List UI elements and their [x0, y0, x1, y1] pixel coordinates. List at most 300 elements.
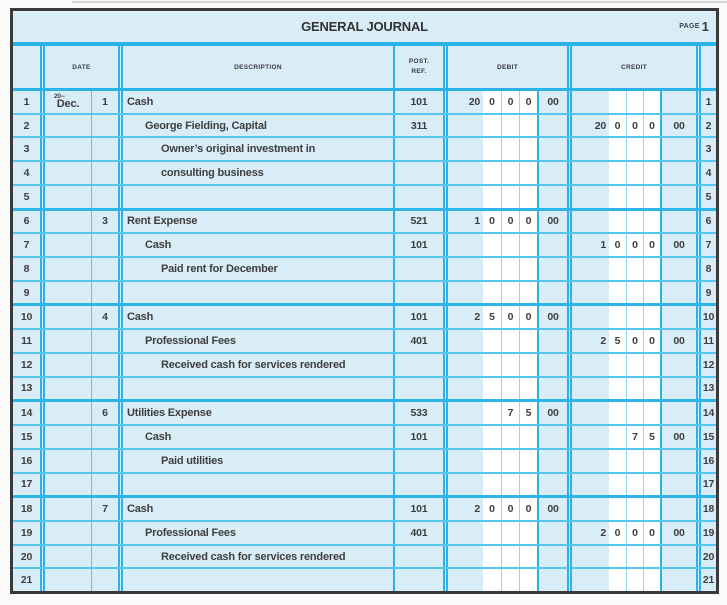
post-ref-cell [393, 569, 443, 591]
debit-cents-cell [537, 282, 567, 304]
credit-tens-cell [626, 474, 643, 496]
line-number-left: 4 [23, 167, 30, 180]
debit-thousands-cell [443, 546, 483, 568]
journal-row [13, 184, 716, 208]
credit-cents-cell: 00 [660, 522, 696, 544]
credit-ones-cell [643, 306, 660, 328]
credit-thousands-cell [567, 546, 609, 568]
date-month-cell [40, 330, 91, 352]
debit-hundreds-cell [483, 522, 501, 544]
credit-hundreds-cell: 5 [609, 330, 626, 352]
post-ref-cell [393, 474, 443, 496]
debit-cents-cell [537, 474, 567, 496]
credit-ones-cell [643, 354, 660, 376]
line-number-right: 15 [696, 426, 716, 448]
debit-tens-cell: 7 [501, 402, 519, 424]
credit-ones-cell [643, 569, 660, 591]
date-month-cell [40, 546, 91, 568]
debit-hundreds-cell [483, 450, 501, 472]
debit-hundreds-cell [483, 378, 501, 400]
debit-thousands-cell [443, 354, 483, 376]
credit-hundreds-cell [609, 138, 626, 160]
credit-tens-cell: 0 [626, 330, 643, 352]
credit-ones-cell [643, 258, 660, 280]
debit-thousands-cell [443, 162, 483, 184]
line-number-left: 19 [20, 526, 33, 539]
debit-cents-cell: 00 [537, 402, 567, 424]
credit-hundreds-cell [609, 546, 626, 568]
credit-cents-cell [660, 474, 696, 496]
debit-ones-cell [519, 354, 537, 376]
credit-thousands-cell [567, 186, 609, 208]
credit-cents-cell [660, 138, 696, 160]
credit-hundreds-cell [609, 306, 626, 328]
debit-ones-cell [519, 378, 537, 400]
column-header-row [13, 46, 716, 91]
debit-ones-cell: 0 [519, 91, 537, 113]
line-number-header-right [696, 46, 716, 88]
debit-cents-cell [537, 330, 567, 352]
date-month-cell [40, 91, 91, 113]
debit-thousands-cell [443, 378, 483, 400]
date-day-cell [91, 426, 118, 448]
debit-tens-cell [501, 354, 519, 376]
date-month-cell [40, 234, 91, 256]
debit-ones-cell [519, 138, 537, 160]
date-day-cell [91, 546, 118, 568]
debit-cents-cell [537, 354, 567, 376]
line-number-left: 14 [20, 407, 33, 420]
credit-thousands-cell [567, 474, 609, 496]
description-cell [118, 378, 393, 400]
journal-row [13, 113, 716, 137]
journal-row [13, 448, 716, 472]
credit-cents-cell: 00 [660, 115, 696, 137]
description-cell: Owner’s original investment in [118, 138, 393, 160]
debit-tens-cell [501, 450, 519, 472]
post-ref-cell [393, 450, 443, 472]
line-number-left: 18 [20, 503, 33, 516]
date-day-cell [91, 186, 118, 208]
credit-hundreds-cell [609, 378, 626, 400]
line-number-left: 15 [20, 430, 33, 443]
debit-tens-cell [501, 546, 519, 568]
credit-cents-cell [660, 378, 696, 400]
credit-thousands-cell [567, 211, 609, 233]
debit-thousands-cell: 1 [443, 211, 483, 233]
post-ref-header-line2: REF. [411, 68, 427, 75]
line-number-left: 1 [23, 95, 30, 108]
credit-thousands-cell: 1 [567, 234, 609, 256]
credit-hundreds-cell [609, 282, 626, 304]
line-number-right: 20 [696, 546, 716, 568]
date-day-cell [91, 115, 118, 137]
post-ref-cell: 101 [393, 91, 443, 113]
credit-ones-cell: 0 [643, 234, 660, 256]
credit-thousands-cell [567, 402, 609, 424]
line-number-left: 6 [23, 215, 30, 228]
debit-tens-cell: 0 [501, 498, 519, 520]
debit-tens-cell [501, 162, 519, 184]
credit-hundreds-cell [609, 498, 626, 520]
debit-hundreds-cell: 0 [483, 498, 501, 520]
credit-thousands-cell [567, 138, 609, 160]
date-day-cell: 3 [91, 211, 118, 233]
line-number-left: 21 [20, 574, 33, 587]
year-label: 20-- [54, 92, 65, 100]
debit-tens-cell [501, 569, 519, 591]
debit-ones-cell [519, 474, 537, 496]
debit-thousands-cell [443, 258, 483, 280]
debit-hundreds-cell [483, 402, 501, 424]
line-number-left: 9 [23, 286, 30, 299]
journal-row [13, 399, 716, 424]
debit-hundreds-cell [483, 426, 501, 448]
page-indicator [679, 11, 709, 42]
post-ref-cell [393, 186, 443, 208]
credit-ones-cell [643, 402, 660, 424]
debit-ones-cell [519, 115, 537, 137]
line-number-right: 1 [696, 91, 716, 113]
date-day-cell [91, 450, 118, 472]
credit-cents-cell [660, 186, 696, 208]
description-cell: Cash [118, 234, 393, 256]
debit-ones-cell [519, 162, 537, 184]
credit-thousands-cell [567, 162, 609, 184]
date-month-cell [40, 426, 91, 448]
line-number-right: 10 [696, 306, 716, 328]
credit-tens-cell: 0 [626, 115, 643, 137]
description-cell [118, 186, 393, 208]
date-day-cell [91, 522, 118, 544]
credit-hundreds-cell [609, 258, 626, 280]
credit-hundreds-cell [609, 91, 626, 113]
debit-hundreds-cell [483, 569, 501, 591]
line-number-right: 9 [696, 282, 716, 304]
credit-hundreds-cell [609, 186, 626, 208]
line-number-right: 6 [696, 211, 716, 233]
description-cell: George Fielding, Capital [118, 115, 393, 137]
debit-tens-cell [501, 258, 519, 280]
debit-ones-cell [519, 450, 537, 472]
debit-thousands-cell [443, 522, 483, 544]
line-number-left: 2 [23, 119, 30, 132]
debit-thousands-cell [443, 186, 483, 208]
credit-ones-cell [643, 450, 660, 472]
post-ref-cell: 521 [393, 211, 443, 233]
credit-hundreds-cell [609, 426, 626, 448]
line-number-header-left [13, 46, 40, 88]
date-day-cell [91, 378, 118, 400]
debit-ones-cell: 5 [519, 402, 537, 424]
date-day-cell: 1 [91, 91, 118, 113]
credit-tens-cell [626, 258, 643, 280]
description-cell: Cash [118, 306, 393, 328]
line-number-right: 3 [696, 138, 716, 160]
line-number-right: 5 [696, 186, 716, 208]
credit-hundreds-cell: 0 [609, 115, 626, 137]
debit-cents-cell [537, 186, 567, 208]
debit-tens-cell: 0 [501, 91, 519, 113]
description-column-header: DESCRIPTION [118, 46, 393, 88]
debit-thousands-cell [443, 569, 483, 591]
date-day-cell [91, 474, 118, 496]
debit-tens-cell [501, 234, 519, 256]
credit-tens-cell [626, 282, 643, 304]
page-number: 1 [701, 19, 709, 34]
line-number-left: 8 [23, 262, 30, 275]
credit-ones-cell: 0 [643, 115, 660, 137]
line-number-left: 3 [23, 143, 30, 156]
post-ref-column-header [393, 46, 443, 88]
credit-thousands-cell: 20 [567, 115, 609, 137]
debit-thousands-cell: 2 [443, 306, 483, 328]
credit-thousands-cell [567, 354, 609, 376]
credit-cents-cell [660, 402, 696, 424]
description-cell [118, 474, 393, 496]
debit-cents-cell [537, 115, 567, 137]
journal-row [13, 520, 716, 544]
credit-ones-cell [643, 138, 660, 160]
debit-hundreds-cell [483, 546, 501, 568]
debit-ones-cell [519, 569, 537, 591]
credit-thousands-cell [567, 426, 609, 448]
debit-hundreds-cell [483, 115, 501, 137]
journal-row [13, 232, 716, 256]
credit-cents-cell [660, 450, 696, 472]
credit-ones-cell [643, 282, 660, 304]
debit-thousands-cell [443, 426, 483, 448]
credit-ones-cell [643, 211, 660, 233]
debit-cents-cell [537, 162, 567, 184]
credit-tens-cell [626, 378, 643, 400]
date-month-cell [40, 354, 91, 376]
debit-hundreds-cell [483, 162, 501, 184]
line-number-right: 17 [696, 474, 716, 496]
debit-tens-cell [501, 138, 519, 160]
line-number-left: 13 [20, 382, 33, 395]
credit-cents-cell [660, 91, 696, 113]
post-ref-cell [393, 378, 443, 400]
description-cell: consulting business [118, 162, 393, 184]
credit-hundreds-cell [609, 211, 626, 233]
line-number-left: 5 [23, 190, 30, 203]
description-cell: Received cash for services rendered [118, 354, 393, 376]
credit-ones-cell [643, 162, 660, 184]
general-journal-form [10, 8, 719, 594]
post-ref-cell: 533 [393, 402, 443, 424]
description-cell: Received cash for services rendered [118, 546, 393, 568]
credit-cents-cell: 00 [660, 234, 696, 256]
credit-column-header: CREDIT [567, 46, 696, 88]
debit-ones-cell [519, 426, 537, 448]
credit-hundreds-cell: 0 [609, 522, 626, 544]
debit-tens-cell [501, 378, 519, 400]
journal-body [13, 91, 716, 591]
journal-row [13, 328, 716, 352]
credit-tens-cell: 0 [626, 522, 643, 544]
line-number-left: 17 [20, 478, 33, 491]
debit-ones-cell [519, 330, 537, 352]
date-day-cell: 7 [91, 498, 118, 520]
journal-row [13, 376, 716, 400]
date-month-cell [40, 498, 91, 520]
debit-thousands-cell [443, 282, 483, 304]
post-ref-cell: 311 [393, 115, 443, 137]
credit-tens-cell: 7 [626, 426, 643, 448]
description-cell: Utilities Expense [118, 402, 393, 424]
debit-hundreds-cell: 5 [483, 306, 501, 328]
credit-ones-cell [643, 186, 660, 208]
post-ref-cell [393, 162, 443, 184]
credit-cents-cell: 00 [660, 330, 696, 352]
line-number-left: 20 [20, 550, 33, 563]
credit-cents-cell [660, 282, 696, 304]
date-day-cell [91, 138, 118, 160]
debit-ones-cell: 0 [519, 306, 537, 328]
date-month-cell [40, 115, 91, 137]
post-ref-header-line1: POST. [408, 58, 430, 66]
debit-hundreds-cell [483, 234, 501, 256]
line-number-left: 7 [23, 239, 30, 252]
date-month-cell [40, 138, 91, 160]
journal-title: GENERAL JOURNAL [301, 19, 428, 34]
debit-thousands-cell: 2 [443, 498, 483, 520]
date-month-cell [40, 402, 91, 424]
description-cell [118, 569, 393, 591]
debit-cents-cell: 00 [537, 498, 567, 520]
credit-hundreds-cell [609, 402, 626, 424]
line-number-right: 11 [696, 330, 716, 352]
description-cell [118, 282, 393, 304]
credit-ones-cell [643, 498, 660, 520]
credit-hundreds-cell [609, 450, 626, 472]
credit-thousands-cell: 2 [567, 522, 609, 544]
date-day-cell [91, 569, 118, 591]
debit-thousands-cell [443, 234, 483, 256]
credit-ones-cell: 5 [643, 426, 660, 448]
description-cell: Cash [118, 91, 393, 113]
debit-tens-cell [501, 426, 519, 448]
debit-ones-cell [519, 186, 537, 208]
post-ref-cell: 401 [393, 330, 443, 352]
line-number-right: 13 [696, 378, 716, 400]
credit-cents-cell [660, 258, 696, 280]
description-cell: Rent Expense [118, 211, 393, 233]
description-cell: Cash [118, 426, 393, 448]
journal-row [13, 160, 716, 184]
line-number-right: 21 [696, 569, 716, 591]
date-month-cell [40, 450, 91, 472]
journal-row [13, 256, 716, 280]
line-number-right: 12 [696, 354, 716, 376]
debit-cents-cell [537, 522, 567, 544]
line-number-right: 8 [696, 258, 716, 280]
debit-thousands-cell [443, 450, 483, 472]
line-number-left: 12 [20, 358, 33, 371]
debit-thousands-cell: 20 [443, 91, 483, 113]
debit-ones-cell [519, 282, 537, 304]
debit-thousands-cell [443, 474, 483, 496]
date-month-cell [40, 306, 91, 328]
journal-row [13, 303, 716, 328]
credit-ones-cell: 0 [643, 330, 660, 352]
credit-hundreds-cell [609, 474, 626, 496]
debit-tens-cell [501, 330, 519, 352]
date-month-cell [40, 378, 91, 400]
month-label: Dec. [56, 98, 80, 111]
journal-row [13, 424, 716, 448]
credit-cents-cell [660, 354, 696, 376]
credit-thousands-cell [567, 258, 609, 280]
credit-tens-cell [626, 138, 643, 160]
date-month-cell [40, 258, 91, 280]
debit-column-header: DEBIT [443, 46, 567, 88]
debit-tens-cell [501, 522, 519, 544]
credit-tens-cell [626, 402, 643, 424]
debit-thousands-cell [443, 115, 483, 137]
date-day-cell: 4 [91, 306, 118, 328]
debit-cents-cell [537, 546, 567, 568]
credit-thousands-cell [567, 282, 609, 304]
debit-hundreds-cell [483, 474, 501, 496]
credit-hundreds-cell [609, 354, 626, 376]
credit-tens-cell [626, 162, 643, 184]
debit-cents-cell [537, 378, 567, 400]
debit-cents-cell: 00 [537, 91, 567, 113]
journal-row [13, 352, 716, 376]
journal-row [13, 472, 716, 496]
post-ref-cell [393, 258, 443, 280]
post-ref-cell: 401 [393, 522, 443, 544]
description-cell: Paid rent for December [118, 258, 393, 280]
credit-cents-cell [660, 162, 696, 184]
date-day-cell [91, 234, 118, 256]
date-day-cell: 6 [91, 402, 118, 424]
post-ref-cell: 101 [393, 234, 443, 256]
date-month-cell [40, 474, 91, 496]
debit-tens-cell [501, 186, 519, 208]
line-number-right: 14 [696, 402, 716, 424]
date-column-header: DATE [40, 46, 118, 88]
credit-tens-cell [626, 306, 643, 328]
debit-tens-cell [501, 115, 519, 137]
credit-hundreds-cell [609, 162, 626, 184]
credit-thousands-cell [567, 91, 609, 113]
date-month-cell [40, 569, 91, 591]
debit-cents-cell [537, 426, 567, 448]
credit-cents-cell [660, 498, 696, 520]
debit-ones-cell: 0 [519, 211, 537, 233]
line-number-right: 4 [696, 162, 716, 184]
debit-hundreds-cell: 0 [483, 91, 501, 113]
journal-row [13, 544, 716, 568]
description-cell: Paid utilities [118, 450, 393, 472]
credit-tens-cell [626, 211, 643, 233]
page-edge-line [72, 1, 727, 3]
credit-thousands-cell [567, 498, 609, 520]
credit-hundreds-cell [609, 569, 626, 591]
debit-hundreds-cell [483, 186, 501, 208]
credit-cents-cell [660, 211, 696, 233]
date-month-cell [40, 186, 91, 208]
credit-tens-cell [626, 186, 643, 208]
debit-ones-cell [519, 546, 537, 568]
date-month-cell [40, 282, 91, 304]
journal-row [13, 495, 716, 520]
credit-tens-cell [626, 91, 643, 113]
debit-hundreds-cell [483, 138, 501, 160]
